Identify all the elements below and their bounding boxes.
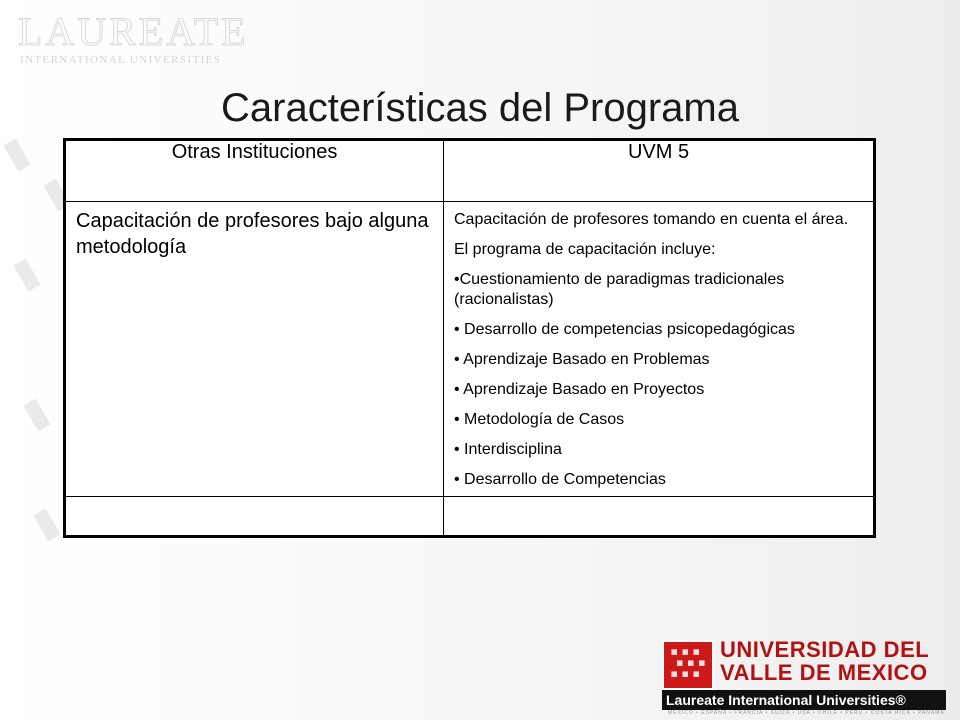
uvm-logo-name bbox=[720, 638, 929, 684]
cell-otras-instituciones: Capacitación de profesores bajo alguna metodología bbox=[65, 202, 444, 497]
laureate-logo bbox=[18, 10, 248, 70]
uvm5-item: El programa de capacitación incluye: bbox=[454, 241, 716, 258]
slide-title: Características del Programa bbox=[221, 86, 739, 130]
table-row bbox=[65, 202, 875, 497]
laureate-logo-subtitle: INTERNATIONAL UNIVERSITIES bbox=[20, 54, 222, 66]
header-otras-instituciones: Otras Instituciones bbox=[65, 140, 444, 202]
uvm5-item: Capacitación de profesores tomando en cuenta el área. bbox=[454, 211, 849, 228]
uvm5-item: • Desarrollo de competencias psicopedagógicas bbox=[454, 321, 795, 338]
header-uvm5: UVM 5 bbox=[444, 140, 875, 202]
uvm-name-line1: UNIVERSIDAD DEL bbox=[720, 637, 930, 662]
uvm-name-line2: VALLE DE MEXICO bbox=[720, 660, 928, 685]
uvm5-item: • Aprendizaje Basado en Proyectos bbox=[454, 381, 705, 398]
uvm5-item: • Desarrollo de Competencias bbox=[454, 471, 666, 488]
table-header-row bbox=[65, 140, 875, 202]
uvm5-item: •Cuestionamiento de paradigmas tradicionales (racionalistas) bbox=[454, 271, 785, 308]
laureate-logo-name: LAUREATE bbox=[18, 9, 249, 54]
table-empty-row bbox=[65, 497, 875, 537]
uvm-emblem-icon bbox=[662, 640, 714, 690]
program-comparison-table bbox=[63, 138, 876, 538]
uvm5-item: • Metodología de Casos bbox=[454, 411, 625, 428]
uvm-countries: MÉXICO • ESPAÑA • FRANCIA • SUIZA • USA • CHILE • PERÚ • COSTA RICA • PANAMÁ bbox=[668, 710, 945, 716]
empty-cell-right bbox=[444, 497, 875, 537]
uvm-logo bbox=[662, 638, 948, 716]
uvm5-item: • Interdisciplina bbox=[454, 441, 562, 458]
uvm-tagline: Laureate International Universities® bbox=[666, 692, 906, 708]
cell-uvm5 bbox=[444, 202, 875, 497]
uvm5-item: • Aprendizaje Basado en Problemas bbox=[454, 351, 710, 368]
empty-cell-left bbox=[65, 497, 444, 537]
